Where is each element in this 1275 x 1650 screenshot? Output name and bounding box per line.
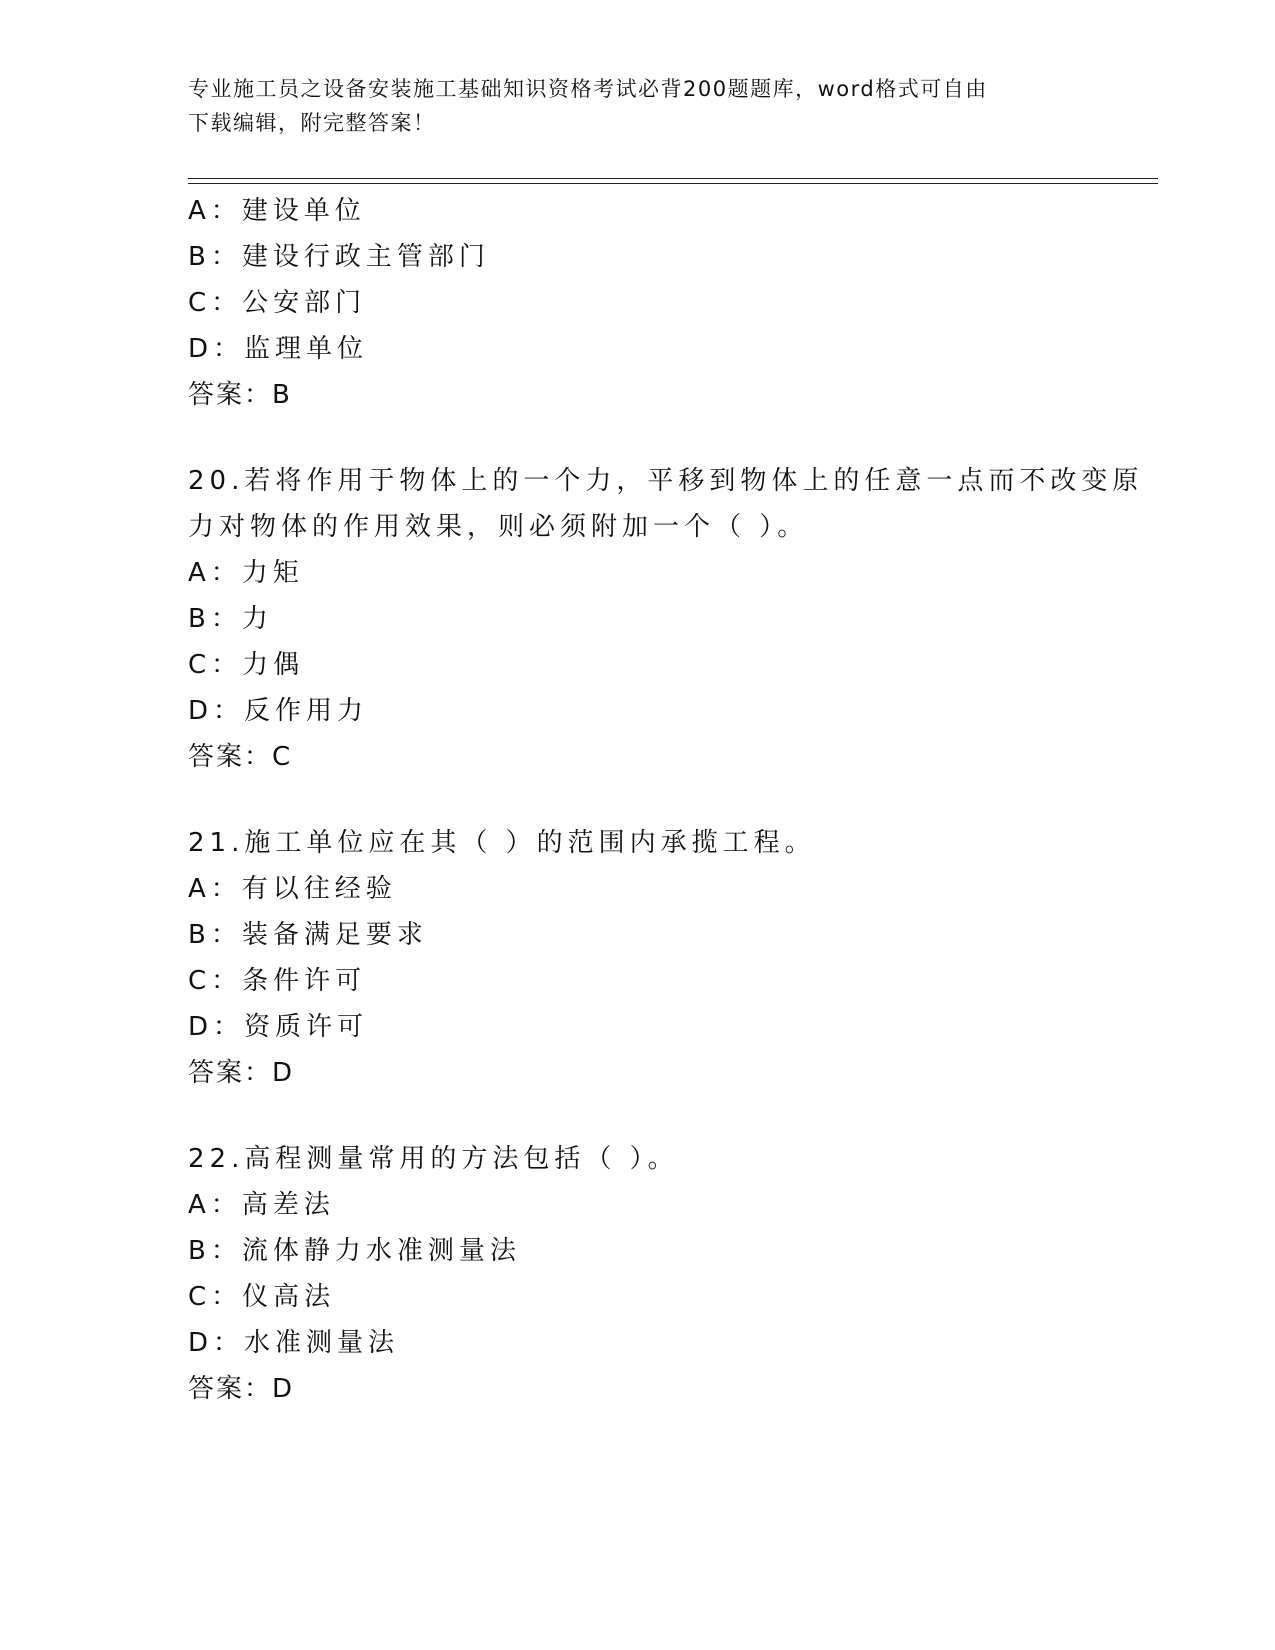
question-stem: 20.若将作用于物体上的一个力，平移到物体上的任意一点而不改变原 [188, 466, 1144, 496]
question-stem-continued: 力对物体的作用效果，则必须附加一个（ ）。 [188, 512, 809, 542]
question-19 [188, 188, 1148, 418]
option-b: B：装备满足要求 [188, 920, 428, 950]
question-22 [188, 1136, 1148, 1412]
option-a: A：高差法 [188, 1190, 335, 1220]
option-d: D：反作用力 [188, 696, 369, 726]
option-c: C：公安部门 [188, 288, 367, 318]
option-a: A：建设单位 [188, 196, 366, 226]
question-stem: 22.高程测量常用的方法包括（ ）。 [188, 1144, 679, 1174]
option-a: A：力矩 [188, 558, 304, 588]
answer: 答案：B [188, 380, 292, 410]
option-c: C：条件许可 [188, 966, 367, 996]
option-c: C：力偶 [188, 650, 305, 680]
option-a: A：有以往经验 [188, 874, 397, 904]
document-header [188, 72, 1088, 140]
header-divider-top [188, 178, 1158, 179]
answer: 答案：C [188, 742, 293, 772]
question-21 [188, 820, 1148, 1096]
option-b: B：力 [188, 604, 273, 634]
answer: 答案：D [188, 1058, 295, 1088]
option-d: D：水准测量法 [188, 1328, 400, 1358]
answer: 答案：D [188, 1374, 295, 1404]
header-divider-bottom [188, 183, 1158, 184]
question-20 [188, 458, 1148, 780]
option-d: D：资质许可 [188, 1012, 369, 1042]
option-c: C：仪高法 [188, 1282, 336, 1312]
option-b: B：建设行政主管部门 [188, 242, 490, 272]
header-line-1: 专业施工员之设备安装施工基础知识资格考试必背200题题库，word格式可自由 [188, 77, 988, 101]
question-list [188, 188, 1148, 1412]
option-b: B：流体静力水准测量法 [188, 1236, 521, 1266]
header-line-2: 下载编辑，附完整答案！ [188, 111, 436, 135]
option-d: D：监理单位 [188, 334, 369, 364]
question-stem: 21.施工单位应在其（ ）的范围内承揽工程。 [188, 828, 816, 858]
